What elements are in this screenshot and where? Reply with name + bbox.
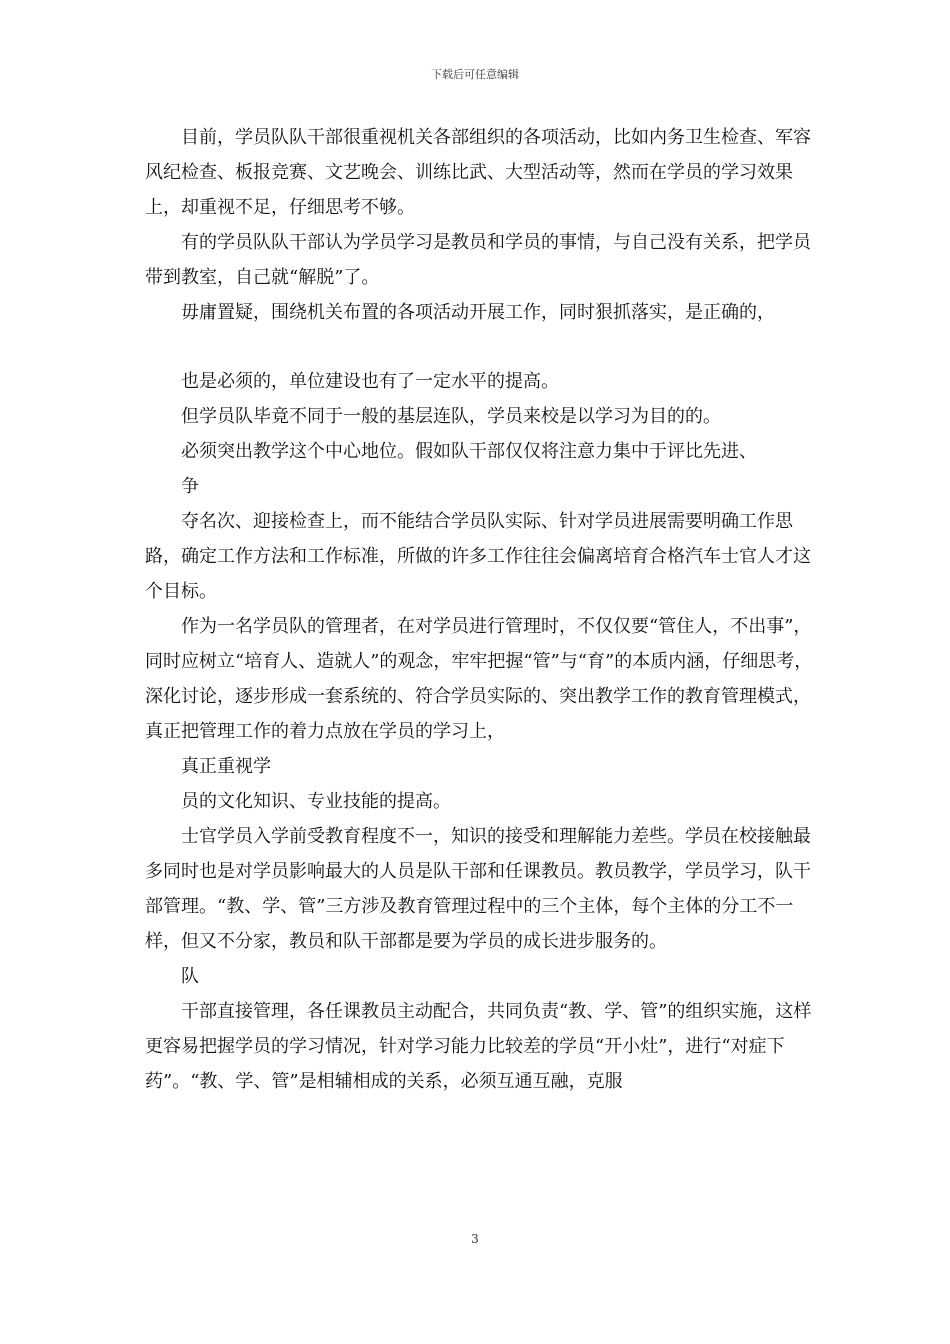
paragraph: 士官学员入学前受教育程度不一，知识的接受和理解能力差些。学员在校接触最多同时也是对学员影响最大的人员是队干部和任课教员。教员教学，学员学习，队干部管理。“教、学、管”三方涉及教育管理过程中的三个主体，每个主体的分工不一样，但又不分家，教员和队干部都是要为学员的成长进步服务的。 bbox=[145, 826, 811, 952]
paragraph: 有的学员队队干部认为学员学习是教员和学员的事情，与自己没有关系，把学员带到教室，自己就“解脱”了。 bbox=[145, 232, 811, 288]
page-header: 下载后可任意编辑 bbox=[431, 68, 519, 81]
paragraph: 员的文化知识、专业技能的提高。 bbox=[181, 791, 451, 812]
paragraph: 夺名次、迎接检查上，而不能结合学员队实际、针对学员进展需要明确工作思路，确定工作方法和工作标准，所做的许多工作往往会偏离培育合格汽车士官人才这个目标。 bbox=[145, 511, 811, 602]
page-number: 3 bbox=[471, 1232, 479, 1246]
paragraph: 真正重视学 bbox=[181, 756, 271, 777]
paragraph: 干部直接管理，各任课教员主动配合，共同负责“教、学、管”的组织实施，这样更容易把握学员的学习情况，针对学习能力比较差的学员“开小灶”，进行“对症下药”。“教、学、管”是相辅相成的关系，必须互通互融，克服 bbox=[145, 1001, 812, 1092]
document-body bbox=[145, 120, 815, 1099]
paragraph: 也是必须的，单位建设也有了一定水平的提高。 bbox=[181, 371, 559, 392]
paragraph: 争 bbox=[181, 476, 199, 497]
paragraph: 目前，学员队队干部很重视机关各部组织的各项活动，比如内务卫生检查、军容风纪检查、板报竞赛、文艺晚会、训练比武、大型活动等，然而在学员的学习效果上，却重视不足，仔细思考不够。 bbox=[145, 127, 811, 218]
paragraph: 毋庸置疑，围绕机关布置的各项活动开展工作，同时狠抓落实，是正确的， bbox=[181, 302, 775, 323]
paragraph: 必须突出教学这个中心地位。假如队干部仅仅将注意力集中于评比先进、 bbox=[181, 441, 757, 462]
paragraph: 但学员队毕竟不同于一般的基层连队，学员来校是以学习为目的的。 bbox=[181, 406, 721, 427]
paragraph: 队 bbox=[181, 966, 199, 987]
paragraph: 作为一名学员队的管理者，在对学员进行管理时，不仅仅要“管住人，不出事”，同时应树立“培育人、造就人”的观念，牢牢把握“管”与“育”的本质内涵，仔细思考，深化讨论，逐步形成一套系统的、符合学员实际的、突出教学工作的教育管理模式，真正把管理工作的着力点放在学员的学习上， bbox=[145, 616, 813, 742]
